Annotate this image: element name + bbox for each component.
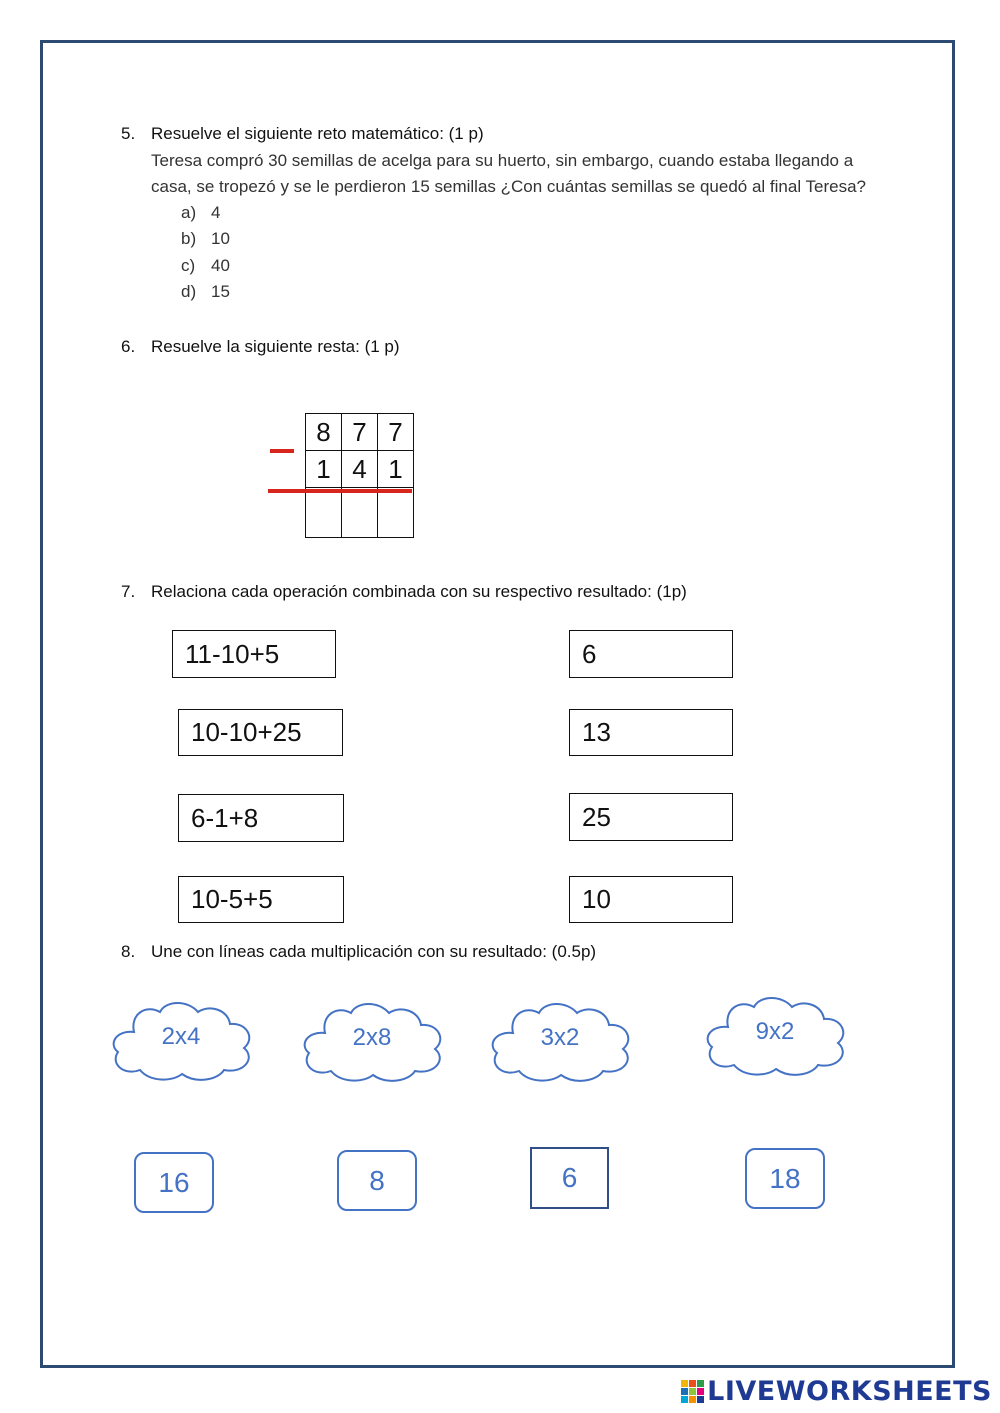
cloud-multiplication[interactable]: 2x4 bbox=[106, 992, 256, 1082]
q5-option-d[interactable]: d) 15 bbox=[181, 282, 230, 301]
cloud-multiplication[interactable]: 2x8 bbox=[297, 993, 447, 1083]
operation-box[interactable]: 10-5+5 bbox=[178, 876, 344, 923]
answer-digit-input[interactable] bbox=[378, 488, 414, 538]
operation-box[interactable]: 11-10+5 bbox=[172, 630, 336, 678]
subtrahend-digit: 1 bbox=[378, 451, 414, 488]
result-box[interactable]: 25 bbox=[569, 793, 733, 841]
answer-digit-input[interactable] bbox=[306, 488, 342, 538]
result-line bbox=[268, 489, 412, 493]
result-box[interactable]: 13 bbox=[569, 709, 733, 756]
q5-line-2: casa, se tropezó y se le perdieron 15 semillas ¿Con cuántas semillas se quedó al final Teresa? bbox=[151, 177, 867, 196]
answer-box[interactable]: 16 bbox=[134, 1152, 214, 1213]
q7-title: 7. Relaciona cada operación combinada con su respectivo resultado: (1p) bbox=[121, 582, 687, 601]
answer-box[interactable]: 8 bbox=[337, 1150, 417, 1211]
answer-box[interactable]: 18 bbox=[745, 1148, 825, 1209]
cloud-multiplication[interactable]: 3x2 bbox=[485, 993, 635, 1083]
q5-line-1: Teresa compró 30 semillas de acelga para su huerto, sin embargo, cuando estaba llegando a bbox=[151, 151, 854, 170]
operation-box[interactable]: 10-10+25 bbox=[178, 709, 343, 756]
answer-digit-input[interactable] bbox=[342, 488, 378, 538]
result-box[interactable]: 10 bbox=[569, 876, 733, 923]
q5-option-b[interactable]: b) 10 bbox=[181, 229, 230, 248]
minuend-digit: 7 bbox=[378, 414, 414, 451]
minuend-digit: 7 bbox=[342, 414, 378, 451]
result-box[interactable]: 6 bbox=[569, 630, 733, 678]
operation-box[interactable]: 6-1+8 bbox=[178, 794, 344, 842]
minus-sign bbox=[270, 449, 294, 453]
liveworksheets-logo[interactable] bbox=[681, 1376, 992, 1407]
q8-title: 8. Une con líneas cada multiplicación con su resultado: (0.5p) bbox=[121, 942, 597, 961]
q5-option-c[interactable]: c) 40 bbox=[181, 256, 230, 275]
q5-option-a[interactable]: a) 4 bbox=[181, 203, 221, 222]
q6-title: 6. Resuelve la siguiente resta: (1 p) bbox=[121, 337, 400, 356]
answer-box[interactable]: 6 bbox=[530, 1147, 609, 1209]
subtrahend-digit: 1 bbox=[306, 451, 342, 488]
logo-grid-icon bbox=[681, 1380, 704, 1403]
logo-text: LIVEWORKSHEETS bbox=[707, 1376, 992, 1407]
q5-title: 5. Resuelve el siguiente reto matemático: (1 p) bbox=[121, 124, 484, 143]
subtrahend-digit: 4 bbox=[342, 451, 378, 488]
minuend-digit: 8 bbox=[306, 414, 342, 451]
q5-statement bbox=[151, 148, 921, 200]
cloud-multiplication[interactable]: 9x2 bbox=[700, 987, 850, 1077]
subtraction-grid bbox=[305, 413, 414, 538]
